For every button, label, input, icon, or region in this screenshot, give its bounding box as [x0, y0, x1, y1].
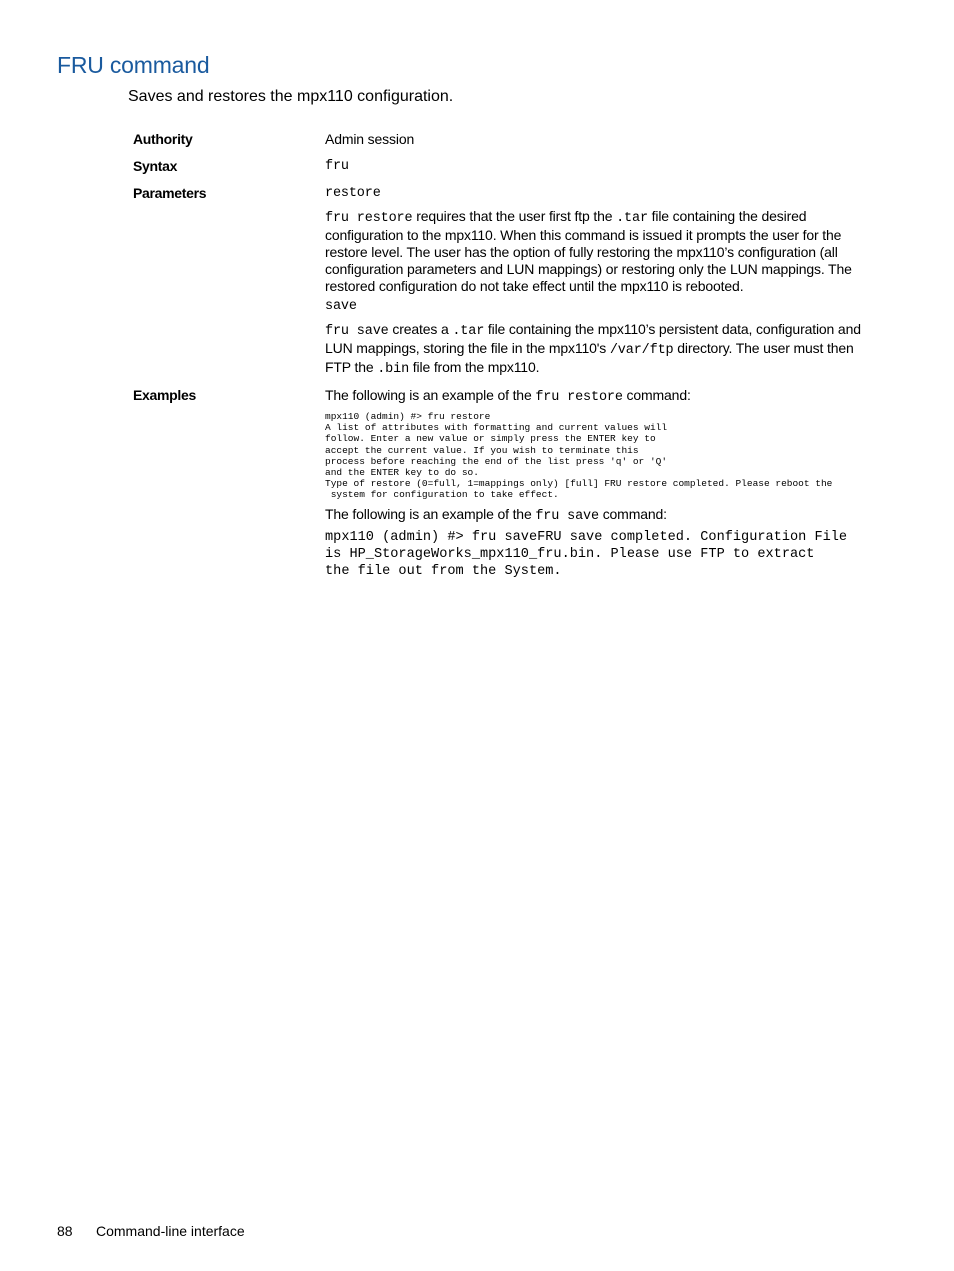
- save-description: [325, 321, 870, 378]
- footer-section: Command-line interface: [96, 1223, 245, 1239]
- example-intro-save: [325, 506, 870, 525]
- restore-text-1: requires that the user first ftp the: [412, 208, 617, 224]
- restore-description: [325, 208, 870, 295]
- save-text-2: file containing the mpx110’s persistent data, configuration and LUN mappings, storing the file in the mpx110's: [325, 321, 861, 356]
- examples-label: Examples: [133, 387, 196, 403]
- parameters-label: Parameters: [133, 185, 207, 201]
- syntax-label: Syntax: [133, 158, 178, 174]
- var-ftp-code: /var/ftp: [609, 343, 674, 358]
- save-keyword: save: [325, 299, 357, 314]
- restore-example-code: mpx110 (admin) #> fru restore A list of attributes with formatting and current values will follow. Enter a new value or simply press the ENTER key to accept the current value. If you wish to terminate this process before reaching the end of the list press 'q' or 'Q' and the ENTER key to do so. Type of restore (0=full, 1=mappings only) [full] FRU restore completed. Please reboot the system for configuration to take effect.: [325, 411, 833, 501]
- example-intro-restore: [325, 387, 870, 406]
- save-text-4: file from the mpx110.: [409, 359, 540, 375]
- page-title: FRU command: [57, 52, 210, 78]
- restore-text-2: file containing the desired configuration to the mpx110. When this command is issued it prompts the user for the restore level. The user has the option of fully restoring the mpx110’s configuration (all configuration parameters and LUN mappings) or restoring only the LUN mappings. The restored configuration do not take effect until the mpx110 is rebooted.: [325, 208, 852, 294]
- save-text-3: directory. The user must then FTP the: [325, 340, 854, 375]
- page-number: 88: [57, 1223, 73, 1239]
- restore-code: fru restore: [325, 211, 413, 226]
- bin-code: .bin: [377, 362, 410, 377]
- syntax-value: fru: [325, 159, 349, 174]
- tar-code: .tar: [616, 211, 648, 226]
- save-text-1: creates a: [388, 321, 453, 337]
- save-code: fru save: [325, 324, 389, 339]
- example-intro-text: The following is an example of the: [325, 387, 536, 403]
- save-example-code: mpx110 (admin) #> fru saveFRU save completed. Configuration File is HP_StorageWorks_mpx110_fru.bin. Please use FTP to extract the file out from the System.: [325, 530, 848, 579]
- command-description: Saves and restores the mpx110 configuration.: [128, 88, 454, 105]
- example-intro-text: command:: [598, 506, 667, 522]
- authority-value: Admin session: [325, 131, 415, 147]
- authority-label: Authority: [133, 131, 193, 147]
- fru-save-code: fru save: [535, 509, 599, 524]
- fru-restore-code: fru restore: [535, 390, 623, 405]
- example-intro-text: command:: [622, 387, 691, 403]
- tar-code: .tar: [452, 324, 485, 339]
- example-intro-text: The following is an example of the: [325, 506, 536, 522]
- restore-keyword: restore: [325, 186, 381, 201]
